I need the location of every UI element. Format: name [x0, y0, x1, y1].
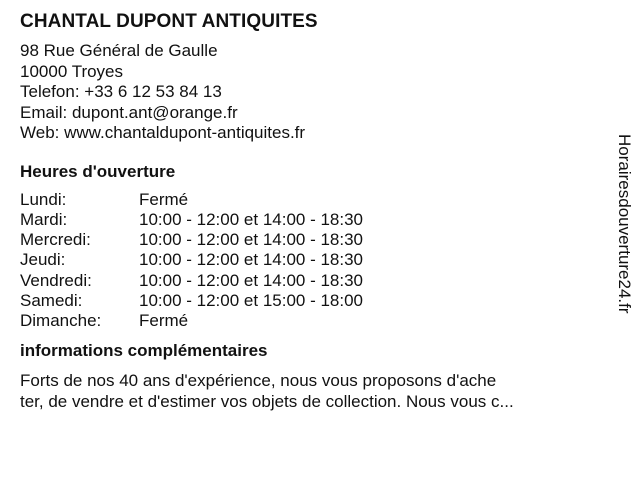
hours-time-value: Fermé — [139, 189, 189, 209]
hours-time-value: 10:00 - 12:00 et 14:00 - 18:30 — [139, 230, 364, 250]
hours-row-sunday — [20, 311, 610, 331]
address-city: 10000 Troyes — [20, 61, 124, 81]
hours-row-friday — [20, 271, 610, 291]
hours-day-label: Jeudi: — [20, 250, 66, 270]
hours-day-label: Samedi: — [20, 290, 83, 310]
address-street: 98 Rue Général de Gaulle — [20, 41, 218, 60]
hours-row-saturday — [20, 291, 610, 311]
additional-info-text — [20, 370, 610, 412]
hours-time-value: 10:00 - 12:00 et 15:00 - 18:00 — [139, 290, 364, 310]
site-watermark: Horairesdouverture24.fr — [615, 134, 634, 314]
hours-day-label: Mardi: — [20, 209, 68, 229]
hours-row-tuesday — [20, 210, 610, 230]
hours-day-label: Vendredi: — [20, 270, 92, 290]
hours-time-value: 10:00 - 12:00 et 14:00 - 18:30 — [139, 250, 364, 270]
hours-row-monday — [20, 190, 610, 210]
opening-hours-heading: Heures d'ouverture — [20, 161, 176, 181]
info-text-line: ter, de vendre et d'estimer vos objets de collection. Nous vous c... — [20, 391, 514, 411]
hours-day-label: Mercredi: — [20, 230, 91, 250]
hours-row-thursday — [20, 250, 610, 270]
hours-row-wednesday — [20, 230, 610, 250]
business-card — [20, 10, 610, 412]
contact-block — [20, 41, 610, 144]
hours-time-value: 10:00 - 12:00 et 14:00 - 18:30 — [139, 209, 364, 229]
email-line: Email: dupont.ant@orange.fr — [20, 102, 238, 122]
hours-day-label: Dimanche: — [20, 311, 102, 331]
phone-line: Telefon: +33 6 12 53 84 13 — [20, 82, 222, 101]
additional-info-heading: informations complémentaires — [20, 340, 268, 360]
hours-time-value: Fermé — [139, 311, 189, 331]
hours-time-value: 10:00 - 12:00 et 14:00 - 18:30 — [139, 270, 364, 290]
web-line: Web: www.chantaldupont-antiquites.fr — [20, 123, 306, 142]
shop-name: CHANTAL DUPONT ANTIQUITES — [20, 11, 318, 32]
opening-hours-table — [20, 190, 610, 332]
info-text-line: Forts de nos 40 ans d'expérience, nous vous proposons d'ache — [20, 370, 497, 390]
hours-day-label: Lundi: — [20, 189, 67, 209]
